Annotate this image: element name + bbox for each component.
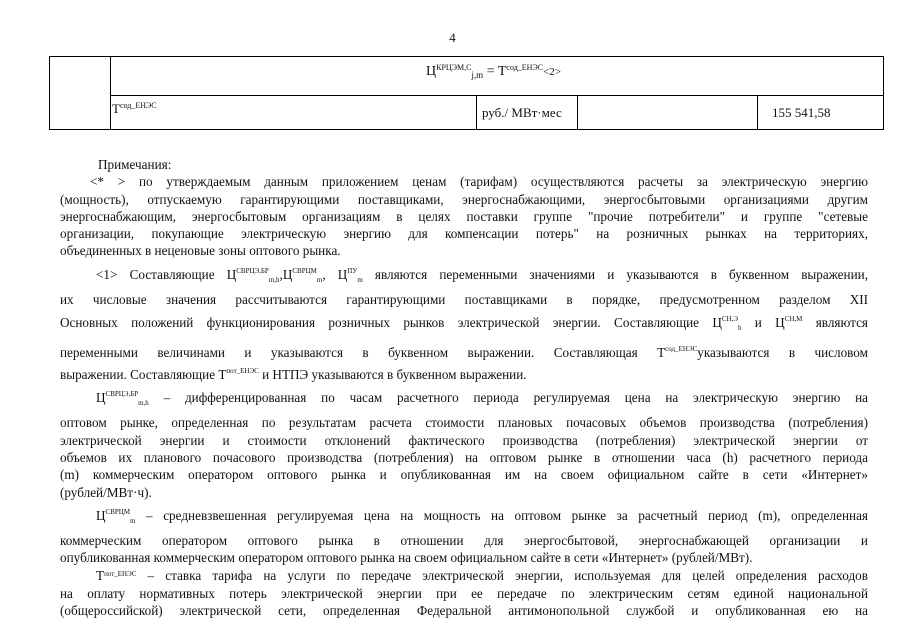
definition-line (60, 566, 868, 584)
symbol-superscript: СВРЦМ (105, 507, 131, 516)
row-label-superscript: сод_ЕНЭС (119, 101, 157, 110)
symbol-superscript: СВРЦЭ,БР (236, 266, 269, 275)
tariff-table (49, 56, 884, 130)
note-text: указываются в числовом (697, 345, 868, 361)
symbol-c-pu: Ц (337, 266, 348, 282)
symbol-subscript: пот_ЕНЭС (104, 570, 137, 579)
definition-line: (рублей/МВт·ч). (60, 484, 152, 500)
note-1-line (60, 308, 868, 339)
notes-block (60, 156, 868, 619)
note-text: являются переменными значениями и указываются в буквенном выражении, (362, 266, 869, 282)
note-1-line: их числовые значения рассчитываются гарантирующими поставщиками в порядке, предусмотренном разделом XII (60, 291, 868, 307)
formula-equals: = (483, 64, 498, 79)
symbol-c-svrce-br: Ц (226, 266, 237, 282)
definition-line: (m) коммерческим оператором оптового рынка и опубликованная им на своем официальном сайте в сети «Интернет» (60, 467, 868, 483)
symbol-t-sod-enes: T (657, 345, 666, 361)
row-label (112, 101, 157, 117)
definition-text: – ставка тарифа на услуги по передаче электрической энергии, используемая для целей определения расходов (136, 568, 868, 584)
symbol-c-svrcm: Ц (282, 266, 293, 282)
definition-text: – дифференцированная по часам расчетного периода регулируемая цена на электрическую энергию на (148, 390, 868, 406)
formula-symbol: Ц (426, 64, 437, 79)
formula-superscript: КРЦЭМ,С (436, 63, 472, 72)
separator: , (322, 266, 326, 282)
formula-rhs: T (497, 64, 507, 79)
definition-loss-tariff (60, 566, 868, 619)
definition-capacity-price (60, 501, 868, 567)
note-text: <1> Составляющие (96, 266, 227, 282)
symbol-subscript: m (130, 516, 136, 525)
table-divider (476, 96, 477, 129)
symbol-c-svrcm: Ц (96, 507, 106, 523)
symbol-subscript: m,h (268, 275, 280, 284)
definition-line: объемов их планового почасового производства (потребления) на оптовом рынке в отношении часа (h) расчетного периода (60, 449, 868, 465)
symbol-superscript: сод_ЕНЭС (665, 345, 698, 354)
star-note (60, 173, 868, 259)
table-divider (110, 95, 883, 96)
symbol-superscript: пот_ЕНЭС (226, 367, 259, 376)
symbol-superscript: СВРЦЭ,БР (105, 390, 139, 399)
definition-energy-price (60, 383, 868, 500)
row-label-symbol: T (112, 101, 120, 116)
formula-subscript: j,m (471, 70, 484, 80)
row-unit: руб./ МВт·мес (482, 105, 562, 120)
note-text: переменными величинами и указываются в буквенном выражении. Составляющая (60, 345, 658, 361)
definition-line: (общероссийской) электрической сети, определенная Федеральной антимонопольной службой и опубликованная ею на (60, 603, 868, 619)
symbol-subscript: m (357, 275, 363, 284)
separator: , (279, 266, 283, 282)
table-divider (577, 96, 578, 129)
symbol-t-pot-enes: T (96, 568, 105, 584)
definition-line: на оплату нормативных потерь электрической энергии при ее передаче по электрическим сетям единой национальной (60, 585, 868, 601)
star-note-line: объединенных в неценовые зоны оптового рынка. (60, 243, 341, 259)
star-note-line: энергоснабжающим, энергосбытовым организациям в целях поставки группе "прочие потребители" и группе "сетевые (60, 208, 868, 224)
symbol-c-sn-e: Ц (712, 315, 722, 331)
note-text: и (741, 315, 776, 331)
table-divider (757, 96, 758, 129)
symbol-subscript: h (737, 324, 742, 333)
definition-line: оптовом рынке, определенная по результатам расчета стоимости плановых почасовых объемов производства (потребления) (60, 415, 868, 431)
notes-heading: Примечания: (98, 157, 172, 172)
symbol-superscript: СВРЦМ (292, 266, 317, 275)
note-text: выражении. Составляющие (60, 367, 219, 383)
note-1 (60, 260, 868, 384)
note-text: Основных положений функционирования розничных рынков электрической энергии. Составляющие (60, 315, 713, 331)
note-text: являются (802, 315, 868, 331)
table-divider (110, 57, 111, 129)
formula-rhs-superscript: сод_ЕНЭС (506, 63, 544, 72)
note-text: и НТПЭ указываются в буквенном выражении. (258, 367, 527, 383)
formula-cell (426, 63, 561, 80)
symbol-superscript: СН,М (784, 315, 803, 324)
star-note-line: (мощность), отпускаемую гарантирующими поставщиками, энергоснабжающими, энергосбытовыми организациями другим (60, 191, 868, 207)
definition-text: – средневзвешенная регулируемая цена на мощность на оптовом рынке за расчетный период (m), определенная (135, 507, 868, 523)
definition-line: электрической энергии и стоимости отклонений фактического производства (потребления) электрической энергии от (60, 432, 868, 448)
symbol-subscript: m,h (138, 399, 149, 408)
formula-note-ref: <2> (543, 66, 561, 78)
symbol-superscript: ПУ (347, 266, 358, 275)
note-1-line (60, 363, 868, 383)
definition-line (60, 383, 868, 414)
page-number: 4 (449, 30, 456, 45)
note-1-line (60, 260, 868, 291)
symbol-superscript: СН,Э (721, 315, 738, 324)
symbol-c-sn-m: Ц (775, 315, 785, 331)
symbol-t-pot-enes: T (218, 367, 227, 383)
note-1-line (60, 339, 868, 363)
symbol-c-svrce-br: Ц (96, 390, 106, 406)
definition-line (60, 501, 868, 532)
definition-line: опубликованная коммерческим оператором оптового рынка на своем официальном сайте в сети «Интернет» (рублей/МВт). (60, 550, 753, 566)
star-note-line: организации, покупающие электрическую энергию для компенсации потерь" на розничных рынках на территориях, (60, 226, 868, 242)
symbol-subscript: m (316, 275, 323, 284)
definition-line: коммерческим оператором оптового рынка в отношении для энергосбытовой, энергоснабжающей организации и (60, 532, 868, 548)
star-note-line: <* > по утверждаемым данным приложением ценам (тарифам) осуществляются расчеты за электрическую энергию (90, 174, 868, 190)
row-value: 155 541,58 (772, 105, 831, 120)
